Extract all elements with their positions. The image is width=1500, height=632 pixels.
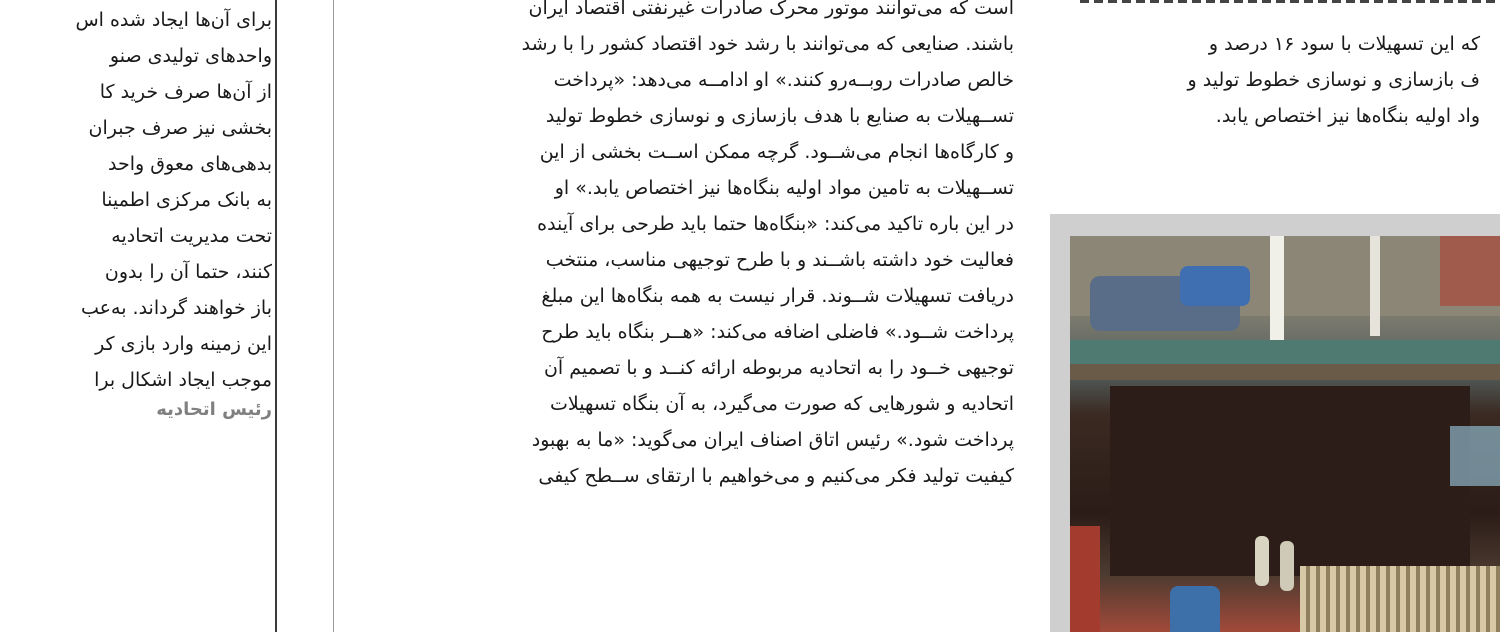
right-line: ف بازسازی و نوسازی خطوط تولید و [1187, 69, 1480, 91]
factory-photo [1070, 236, 1500, 632]
left-line: باز خواهند گرداند. به‌عب [81, 297, 272, 319]
photo-pillar [1270, 236, 1284, 346]
center-line: و کارگاه‌ها انجام می‌شــود. گرچه ممکن اســت بخشی از این [539, 141, 1014, 163]
center-line: در این باره تاکید می‌کند: «بنگاه‌ها حتما باید طرحی برای آینده [537, 213, 1014, 235]
left-line: این زمینه وارد بازی کر [95, 333, 272, 355]
cropped-text-fragment [1080, 0, 1500, 8]
right-article-column [1050, 26, 1500, 134]
photo-machinery [1180, 266, 1250, 306]
center-line: دریافت تسهیلات شــوند. قرار نیست به همه بنگاه‌ها این مبلغ [541, 285, 1014, 307]
left-line: موجب ایجاد اشکال برا [94, 369, 272, 391]
left-line: برای آن‌ها ایجاد شده اس [75, 9, 272, 31]
column-divider [333, 0, 334, 632]
center-line: خالص صادرات روبــه‌رو کنند.» او ادامــه می‌دهد: «پرداخت [553, 69, 1014, 91]
left-line: به بانک مرکزی اطمینا [101, 189, 272, 211]
photo-barrel [1170, 586, 1220, 632]
left-line: تحت مدیریت اتحادیه [111, 225, 272, 247]
photo-worker [1255, 536, 1269, 586]
column-divider [275, 0, 277, 632]
center-line: پرداخت شود.» رئیس اتاق اصناف ایران می‌گوید: «ما به بهبود [531, 429, 1014, 451]
right-line: که این تسهیلات با سود ۱۶ درصد و [1208, 33, 1480, 55]
photo-beam [1070, 364, 1500, 380]
photo-worker [1280, 541, 1294, 591]
center-line: فعالیت خود داشته باشــند و با طرح توجیهی مناسب، منتخب [545, 249, 1014, 271]
center-line: توجیهی خــود را به اتحادیه مربوطه ارائه کنــد و با تصمیم آن [543, 357, 1014, 379]
center-line: اتحادیه و شورهایی که صورت می‌گیرد، به آن بنگاه تسهیلات [550, 393, 1014, 415]
photo-beam [1070, 340, 1500, 364]
left-line: بدهی‌های معوق واحد [108, 153, 272, 175]
photo-floor-red [1070, 526, 1100, 632]
photo-shelf [1300, 566, 1500, 632]
photo-top-strip [1440, 236, 1500, 306]
center-line: تســهیلات به صنایع با هدف بازسازی و نوسازی خطوط تولید [545, 105, 1014, 127]
center-article-column [392, 0, 1014, 494]
center-line: است که می‌توانند موتور محرک صادرات غیرنفتی اقتصاد ایران [528, 0, 1014, 19]
left-article-column [0, 2, 272, 428]
left-line: از آن‌ها صرف خرید کا [99, 81, 272, 103]
center-line: پرداخت شــود.» فاضلی اضافه می‌کند: «هــر بنگاه باید طرح [541, 321, 1014, 343]
center-line: تســهیلات به تامین مواد اولیه بنگاه‌ها نیز اختصاص یابد.» او [554, 177, 1014, 199]
photo-frame [1050, 214, 1500, 632]
left-caption: رئیس اتحادیه [156, 399, 272, 420]
center-line: باشند. صنایعی که می‌توانند با رشد خود اقتصاد کشور را با رشد [521, 33, 1014, 55]
right-line: واد اولیه بنگاه‌ها نیز اختصاص یابد. [1215, 105, 1480, 127]
left-line: کنند، حتما آن را بدون [104, 261, 272, 283]
center-line: کیفیت تولید فکر می‌کنیم و می‌خواهیم با ارتقای ســطح کیفی [538, 465, 1014, 487]
photo-light [1450, 426, 1500, 486]
left-line: بخشی نیز صرف جبران [88, 117, 272, 139]
photo-pillar [1370, 236, 1380, 336]
left-line: واحدهای تولیدی صنو [109, 45, 272, 67]
